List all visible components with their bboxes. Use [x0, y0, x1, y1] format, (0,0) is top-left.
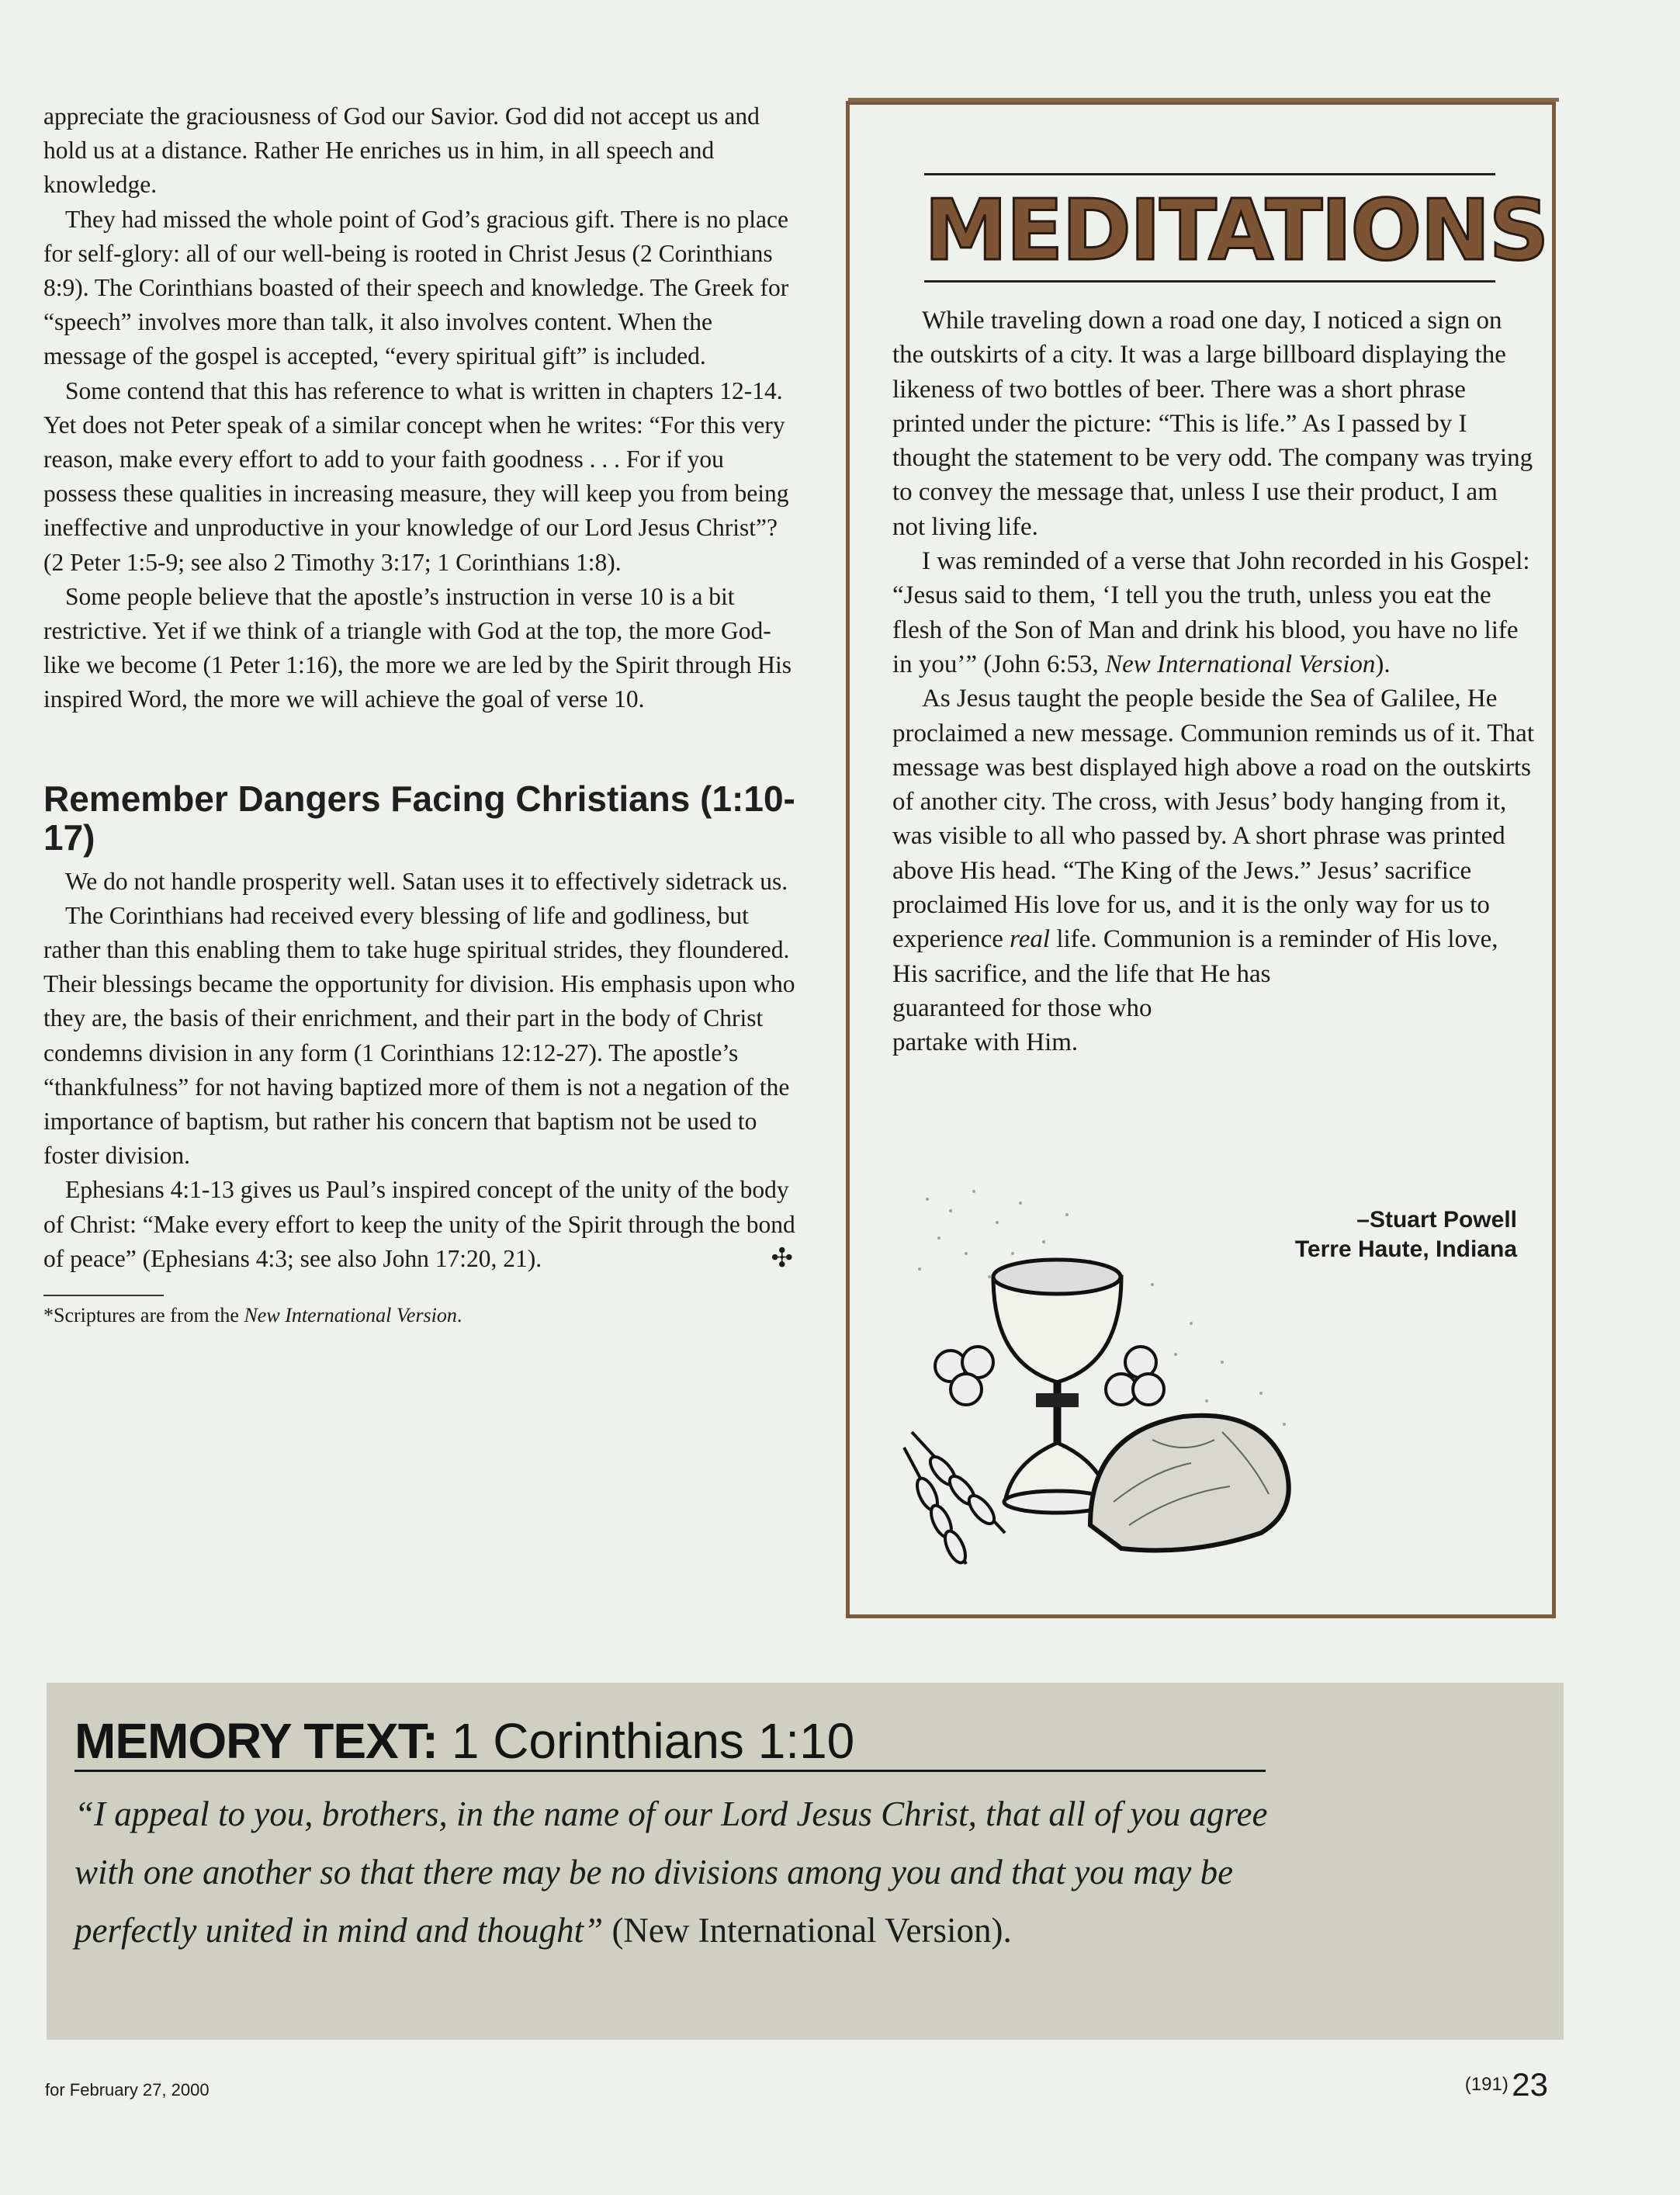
issue-number: (191): [1464, 2074, 1509, 2095]
italic-span: real: [1010, 925, 1051, 954]
title-rule: [924, 280, 1495, 283]
paragraph: [43, 1173, 796, 1276]
article-column: [43, 99, 796, 1329]
memory-text-reference: 1 Corinthians 1:10: [451, 1713, 855, 1769]
footnote: [43, 1302, 796, 1329]
text-span: I was reminded of a verse that John recorded in his Gospel: “Jesus said to them, ‘I tell you the truth, unless you eat the flesh of the Son of Man and drink his blood, you have no life in you’” (John 6:53,: [892, 547, 1530, 678]
meditations-text: [892, 303, 1536, 1060]
memory-text-rule: [74, 1770, 1266, 1772]
meditation-line: guaranteed for those who: [892, 993, 1152, 1022]
author-name: –Stuart Powell: [1356, 1207, 1517, 1233]
meditation-paragraph: [892, 544, 1536, 681]
footer-page-info: [1465, 2066, 1548, 2103]
paragraph-text: Ephesians 4:1-13 gives us Paul’s inspired concept of the unity of the body of Christ: “Make every effort to keep the unity of the Spirit through the bond of peace” (Ephesians 4:3; see also John 17:20, 21).: [43, 1176, 795, 1272]
paragraph: They had missed the whole point of God’s gracious gift. There is no place for self-glory: all of our well-being is rooted in Christ Jesus (2 Corinthians 8:9). The Corinthians boasted of their speech and knowledge. The Greek for “speech” involves more than talk, it also involves content. When the message of the gospel is accepted, “every spiritual gift” is included.: [43, 205, 789, 370]
memory-verse-quote: “I appeal to you, brothers, in the name of our Lord Jesus Christ, that all of you agree with one another so that there may be no divisions among you and that you may be perfectly united in mind and thought”: [74, 1794, 1268, 1950]
text-span: ).: [1375, 650, 1391, 678]
paragraph: Some contend that this has reference to what is written in chapters 12-14. Yet does not Peter speak of a similar concept when he writes: “For this very reason, make every effort to add to your faith goodness . . . For if you possess these qualities in increasing measure, they will keep you from being ineffective and unproductive in your knowledge of our Lord Jesus Christ”? (2 Peter 1:5-9; see also 2 Timothy 3:17; 1 Corinthians 1:8).: [43, 376, 789, 576]
footnote-rule: [43, 1295, 164, 1296]
meditations-title-block: [924, 173, 1548, 290]
memory-verse: [74, 1785, 1324, 1960]
paragraph: appreciate the graciousness of God our Savior. God did not accept us and hold us at a distance. Rather He enriches us in him, in all speech and knowledge.: [43, 102, 760, 199]
author-location: Terre Haute, Indiana: [1294, 1236, 1517, 1262]
memory-text-box: [47, 1683, 1564, 2040]
footnote-version: New International Version: [244, 1304, 457, 1327]
paragraph: The Corinthians had received every blessing of life and godliness, but rather than this enabling them to take huge spiritual strides, they floundered. Their blessings became the opportunity for division. His emphasis upon who they are, the basis of their enrichment, and their part in the body of Christ condemns division in any form (1 Corinthians 12:12-27). The apostle’s “thankfulness” for not having baptized more of them is not a negation of the importance of baptism, but rather his concern that baptism not be used to foster division.: [43, 901, 795, 1170]
footer-date: for February 27, 2000: [45, 2080, 210, 2100]
text-span: As Jesus taught the people beside the Sea of Galilee, He proclaimed a new message. Communion reminds us of it. That message was best displayed high above a road on the outskirts of another city. The cross, with Jesus’ body hanging from it, was visible to all who passed by. A short phrase was printed above His head. “The King of the Jews.” Jesus’ sacrifice proclaimed His love for us, and it is the only way for us to experience: [892, 685, 1534, 954]
meditations-title: MEDITATIONS: [924, 182, 1548, 279]
title-rule: [924, 173, 1495, 175]
footnote-prefix: *Scriptures are from the: [43, 1304, 244, 1327]
memory-text-heading: [74, 1712, 854, 1770]
meditations-box: [846, 101, 1556, 1618]
end-mark-icon: ✣: [771, 1243, 793, 1273]
communion-illustration-icon: [896, 1168, 1385, 1603]
footnote-suffix: .: [456, 1304, 462, 1327]
memory-verse-version: (New International Version).: [603, 1911, 1012, 1950]
italic-span: New International Version: [1105, 650, 1376, 678]
memory-text-label: MEMORY TEXT:: [74, 1713, 438, 1769]
page-number: 23: [1512, 2066, 1548, 2103]
meditation-paragraph: [892, 681, 1536, 991]
meditation-paragraph: While traveling down a road one day, I noticed a sign on the outskirts of a city. It was a large billboard displaying the likeness of two bottles of beer. There was a short phrase printed under the picture: “This is life.” As I passed by I thought the statement to be very odd. The company was trying to convey the message that, unless I use their product, I am not living life.: [892, 307, 1533, 541]
paragraph: Some people believe that the apostle’s instruction in verse 10 is a bit restrictive. Yet if we think of a triangle with God at the top, the more God-like we become (1 Peter 1:16), the more we are led by the Spirit through His inspired Word, the more we will achieve the goal of verse 10.: [43, 582, 792, 713]
paragraph: We do not handle prosperity well. Satan uses it to effectively sidetrack us.: [65, 867, 788, 895]
section-heading: Remember Dangers Facing Christians (1:10-17): [43, 778, 795, 858]
meditation-line: partake with Him.: [892, 1028, 1079, 1057]
text-span: life. Communion is a reminder of His love, His sacrifice, and the life that He has: [892, 925, 1498, 988]
